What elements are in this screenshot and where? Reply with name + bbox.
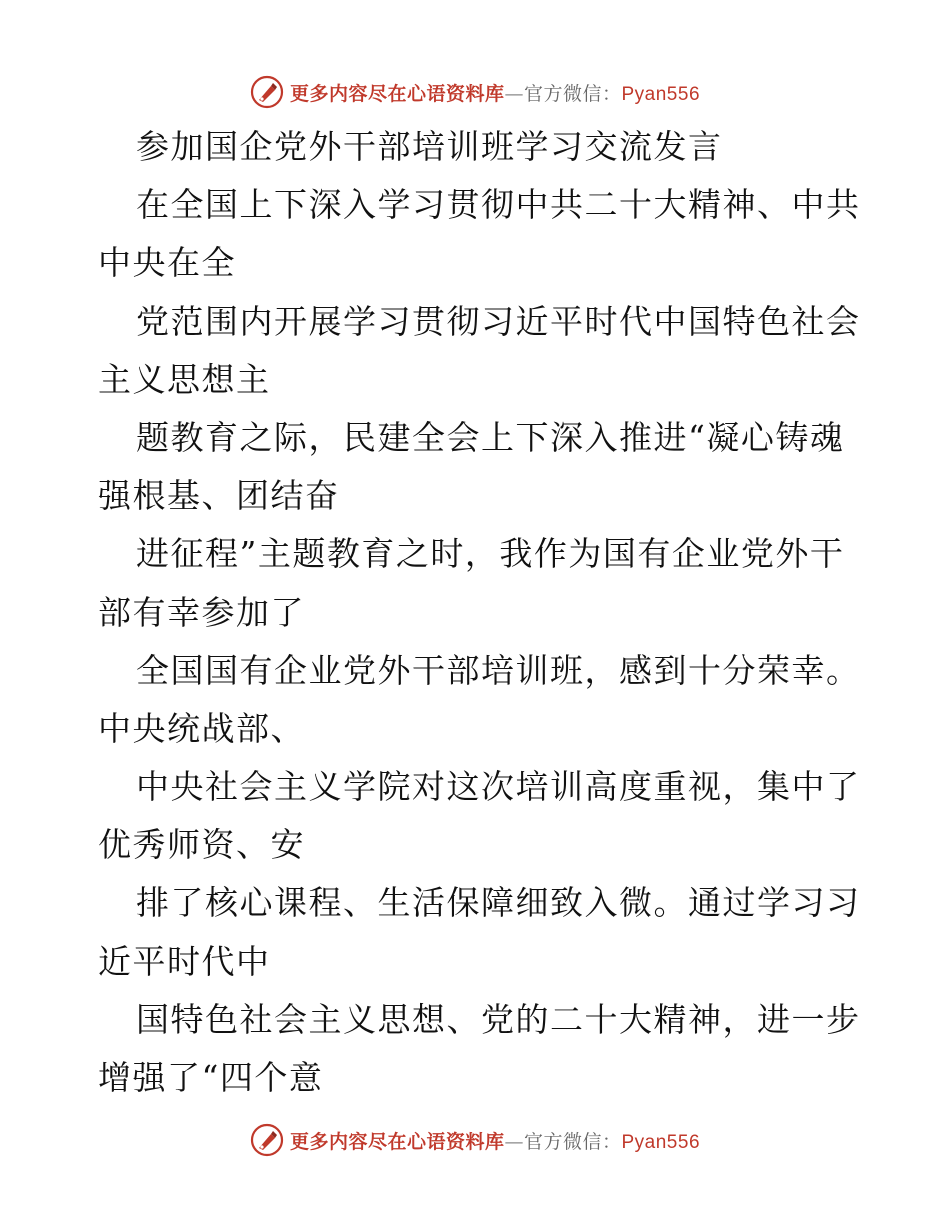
watermark-dash: — bbox=[504, 82, 524, 105]
text-line: 全国国有企业党外干部培训班，感到十分荣幸。 bbox=[136, 650, 861, 690]
text-line: 优秀师资、安 bbox=[98, 825, 305, 865]
watermark-wechat-label: 官方微信： bbox=[523, 1130, 622, 1153]
document-title: 参加国企党外干部培训班学习交流发言 bbox=[136, 127, 723, 166]
text-line: 主义思想主 bbox=[98, 359, 271, 399]
text-line: 中央在全 bbox=[98, 243, 236, 283]
pen-logo-icon bbox=[250, 1123, 284, 1157]
watermark-wechat-id: Pyan556 bbox=[621, 1131, 701, 1153]
text-line: 中央社会主义学院对这次培训高度重视，集中了 bbox=[136, 767, 861, 807]
watermark-text bbox=[290, 79, 700, 106]
text-line: 近平时代中 bbox=[98, 941, 271, 981]
watermark-site-name: 更多内容尽在心语资料库 bbox=[289, 1130, 505, 1153]
watermark-wechat-label: 官方微信： bbox=[523, 82, 622, 105]
watermark-site-name: 更多内容尽在心语资料库 bbox=[289, 82, 505, 105]
text-line: 增强了“四个意 bbox=[98, 1058, 324, 1097]
header-watermark bbox=[0, 72, 950, 112]
text-line: 国特色社会主义思想、党的二十大精神，进一步 bbox=[136, 999, 861, 1039]
document-body bbox=[98, 118, 861, 1107]
footer-watermark bbox=[0, 1120, 950, 1160]
watermark-dash: — bbox=[504, 1130, 524, 1153]
watermark-text bbox=[290, 1127, 700, 1154]
watermark-wechat-id: Pyan556 bbox=[621, 83, 701, 105]
text-line: 排了核心课程、生活保障细致入微。通过学习习 bbox=[136, 883, 861, 923]
text-line: 强根基、团结奋 bbox=[98, 476, 340, 516]
text-line: 在全国上下深入学习贯彻中共二十大精神、中共 bbox=[136, 185, 861, 225]
pen-logo-icon bbox=[250, 75, 284, 109]
text-line: 部有幸参加了 bbox=[98, 592, 305, 632]
text-line: 题教育之际，民建全会上下深入推进“凝心铸魂 bbox=[136, 417, 845, 457]
text-line: 党范围内开展学习贯彻习近平时代中国特色社会 bbox=[136, 301, 861, 341]
text-line: 中央统战部、 bbox=[98, 708, 305, 748]
text-line: 进征程”主题教育之时，我作为国有企业党外干 bbox=[136, 534, 845, 574]
